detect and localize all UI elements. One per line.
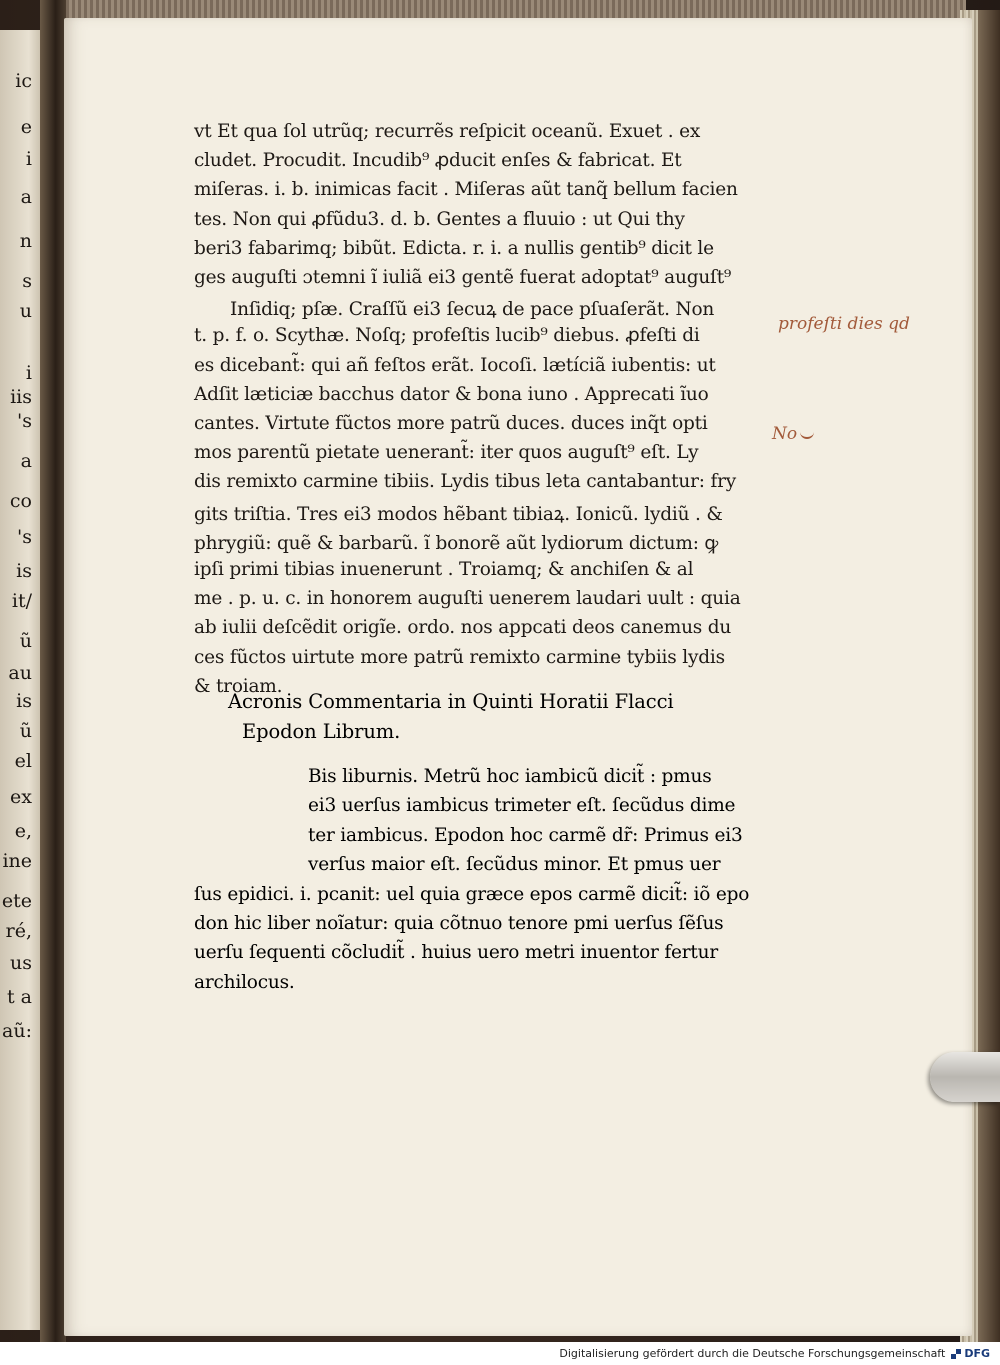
main-text-line: ces fũctos uirtute more patrũ remixto carmine tybiis lydis — [194, 646, 725, 668]
main-text-line: ges auguſti ɔtemni ĩ iuliã ei3 gentẽ fuerat adoptat⁹ auguſt⁹ — [194, 267, 732, 288]
left-page-fragment: a — [20, 450, 32, 472]
main-text-line: tes. Non qui ꝓfũdu3. d. b. Gentes a fluuio : ut Qui thy — [194, 208, 685, 230]
main-text-line: miſeras. i. b. inimicas facit . Miſeras aũt tanq̃ bellum facien — [194, 179, 738, 201]
left-page-fragment: a — [20, 186, 32, 208]
left-page-text — [0, 30, 40, 1330]
left-page-fragment: ete — [1, 890, 32, 912]
main-text-line: cludet. Procudit. Incudib⁹ ꝓducit enſes & fabricat. Et — [194, 150, 682, 172]
left-page-fragment: us — [10, 952, 32, 974]
left-page-fragment: ex — [10, 786, 32, 808]
page-stack-shadow — [978, 10, 1000, 1342]
left-page-fragment: t a — [6, 986, 32, 1008]
main-text-line: cantes. Virtute fũctos more patrũ duces. duces inq̃t opti — [194, 413, 708, 434]
commentary-text-line: don hic liber noĩatur: quia cõtnuo tenore pmi uerſus ſẽſus — [194, 913, 724, 934]
commentary-text-line: ſus epidici. i. pcanit: uel quia græce epos carmẽ dicit̃: iõ epo — [194, 883, 750, 905]
commentary-text-line: ei3 uerſus iambicus trimeter eſt. ſecũdus dime — [308, 795, 736, 817]
footer-credit: Digitalisierung gefördert durch die Deutsche Forschungsgemeinschaft — [559, 1347, 946, 1360]
commentary-text-line: verſus maior eſt. ſecũdus minor. Et pmus uer — [308, 854, 721, 876]
main-text-line: es dicebant̃: qui añ feſtos erãt. Iocoſi. lætíciã iubentis: ut — [194, 354, 716, 376]
main-text-line: & troiam. — [194, 675, 283, 697]
left-page-fragment: ũ — [19, 630, 32, 652]
main-text-line: ab iulii deſcẽdit origĩe. ordo. nos appcati deos canemus du — [194, 617, 732, 639]
book-gutter — [40, 0, 66, 1342]
main-text-line: Adſit læticiæ bacchus dator & bona iuno . Apprecati ĩuo — [194, 383, 709, 405]
main-text-line: beri3 fabarimq; bibũt. Edicta. r. i. a nullis gentib⁹ dicit le — [194, 237, 714, 259]
commentary-text-line: ter iambicus. Epodon hoc carmẽ dr̃: Primus ei3 — [308, 824, 743, 846]
commentary-text-line: uerſu ſequenti cõcludit̃ . huius uero metri inuentor fertur — [194, 942, 718, 964]
left-page-fragment: it/ — [11, 590, 32, 612]
left-page-fragment: s — [22, 270, 32, 292]
left-page-fragment: el — [14, 750, 32, 772]
dfg-logo: DFG — [951, 1347, 990, 1360]
main-text-line: vt Et qua ſol utrũq; recurrẽs reſpicit oceanũ. Exuet . ex — [194, 121, 701, 142]
left-page-fragment: ine — [2, 850, 32, 872]
left-page-fragment: co — [9, 490, 32, 512]
commentary-text-line: Bis liburnis. Metrũ hoc iambicũ dicit̃ : pmus — [308, 766, 712, 787]
main-text-line: gits triſtia. Tres ei3 modos hẽbant tibiaꝝ. Ionicũ. lydiũ . & — [194, 503, 723, 525]
left-page-fragment: 's — [17, 410, 32, 432]
main-text-line: me . p. u. c. in honorem auguſti uenerem laudari uult : quia — [194, 588, 741, 610]
marginal-note-2: No — [772, 424, 814, 444]
left-page-fragment: au — [8, 662, 32, 684]
left-page-fragment: iis — [10, 386, 32, 408]
left-page-fragment: u — [19, 300, 32, 322]
left-page-fragment: ic — [15, 70, 32, 92]
left-page-fragment: 's — [17, 526, 32, 548]
left-page-fragment: i — [25, 148, 32, 170]
main-text-line: ipſi primi tibias inuenerunt . Troiamq; & anchiſen & al — [194, 559, 694, 580]
main-text-line: dis remixto carmine tibiis. Lydis tibus leta cantabantur: fry — [194, 471, 737, 493]
left-page-fragment: aũ: — [2, 1020, 32, 1042]
left-page-fragment: ré, — [5, 920, 32, 942]
commentary-text-line: archilocus. — [194, 971, 295, 993]
left-page-fragment: ũ — [19, 720, 32, 742]
left-page-fragment: is — [16, 560, 32, 582]
dfg-logo-icon — [951, 1349, 961, 1359]
left-page-fragment: e — [20, 116, 32, 138]
main-text-line: mos parentũ pietate uenerant̃: iter quos auguſt⁹ eſt. Ly — [194, 442, 699, 464]
left-page-fragment: is — [16, 690, 32, 712]
book-clip — [930, 1052, 1000, 1102]
main-text-line: phrygiũ: quẽ & barbarũ. ĩ bonorẽ aũt lydiorum dictum: ꝙ — [194, 532, 719, 554]
heading-line-1: Acronis Commentaria in Quinti Horatii Flacci — [228, 690, 674, 713]
main-text-line: Inſidiq; pſæ. Craſſũ ei3 ſecuꝝ de pace pſuaſerãt. Non — [230, 299, 715, 321]
left-page-fragment: n — [19, 230, 32, 252]
footer-bar — [0, 1342, 1000, 1365]
left-page-fragment: i — [25, 362, 32, 384]
main-text-line: t. p. f. o. Scythæ. Noſq; profeſtis lucib⁹ diebus. ꝓfeſti di — [194, 325, 700, 347]
marginal-note-1: profeſti dies qd — [778, 314, 910, 334]
left-page-fragment: e, — [14, 820, 32, 842]
heading-line-2: Epodon Librum. — [242, 720, 401, 743]
